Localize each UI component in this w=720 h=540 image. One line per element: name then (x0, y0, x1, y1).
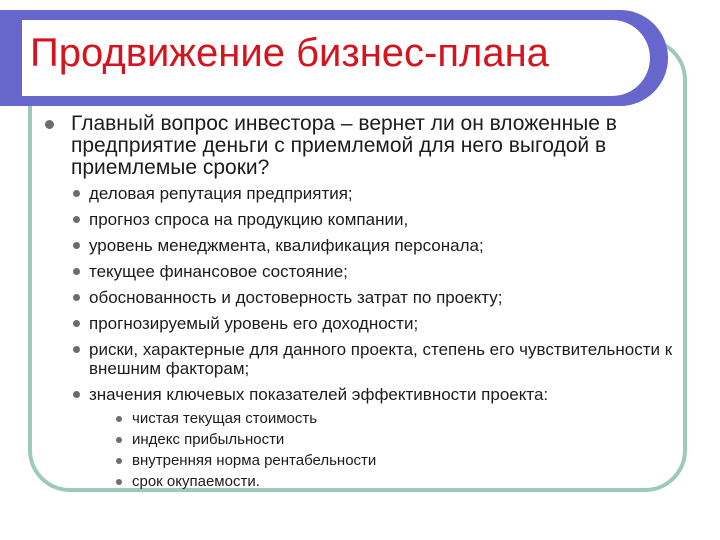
indicator-item-text: чистая текущая стоимость (132, 410, 318, 427)
criteria-item-text: деловая репутация предприятия; (89, 184, 353, 203)
indicator-item (42, 431, 692, 448)
bullet-dot-icon (116, 437, 122, 443)
criteria-item-text: текущее финансовое состояние; (89, 262, 348, 281)
slide-title: Продвижение бизнес-плана (30, 31, 549, 75)
indicator-item (42, 410, 692, 427)
slide-body (42, 113, 692, 494)
criteria-item (42, 210, 692, 229)
indicator-item-text: индекс прибыльности (132, 431, 285, 448)
bullet-dot-icon (73, 346, 80, 353)
main-question-text: Главный вопрос инвестора – вернет ли он вложенные в предприятие деньги с приемлемой для него выгодой в приемлемые сроки? (71, 112, 617, 179)
criteria-item-text: риски, характерные для данного проекта, степень его чувствительности к внешним факторам; (89, 340, 673, 378)
main-question-item (42, 113, 692, 179)
indicator-item (42, 473, 692, 490)
criteria-item-text: обоснованность и достоверность затрат по проекту; (89, 288, 503, 307)
indicator-item (42, 452, 692, 469)
indicator-list (42, 410, 692, 490)
bullet-dot-icon (73, 294, 80, 301)
criteria-item (42, 184, 692, 203)
criteria-item (42, 288, 692, 307)
bullet-dot-icon (116, 416, 122, 422)
criteria-item (42, 236, 692, 255)
bullet-dot-icon (73, 268, 80, 275)
bullet-dot-icon (45, 120, 54, 129)
bullet-dot-icon (116, 458, 122, 464)
indicator-item-text: срок окупаемости. (132, 473, 260, 490)
criteria-item (42, 385, 692, 404)
criteria-item-text: прогноз спроса на продукцию компании, (89, 210, 409, 229)
indicator-item-text: внутренняя норма рентабельности (132, 452, 377, 469)
criteria-item-text: значения ключевых показателей эффективности проекта: (89, 385, 549, 404)
bullet-dot-icon (73, 242, 80, 249)
bullet-dot-icon (73, 190, 80, 197)
criteria-list (42, 184, 692, 404)
criteria-item (42, 314, 692, 333)
criteria-item (42, 340, 692, 378)
bullet-dot-icon (73, 391, 80, 398)
bullet-dot-icon (116, 479, 122, 485)
criteria-item-text: прогнозируемый уровень его доходности; (89, 314, 419, 333)
bullet-dot-icon (73, 320, 80, 327)
criteria-item (42, 262, 692, 281)
bullet-dot-icon (73, 216, 80, 223)
criteria-item-text: уровень менеджмента, квалификация персонала; (89, 236, 484, 255)
